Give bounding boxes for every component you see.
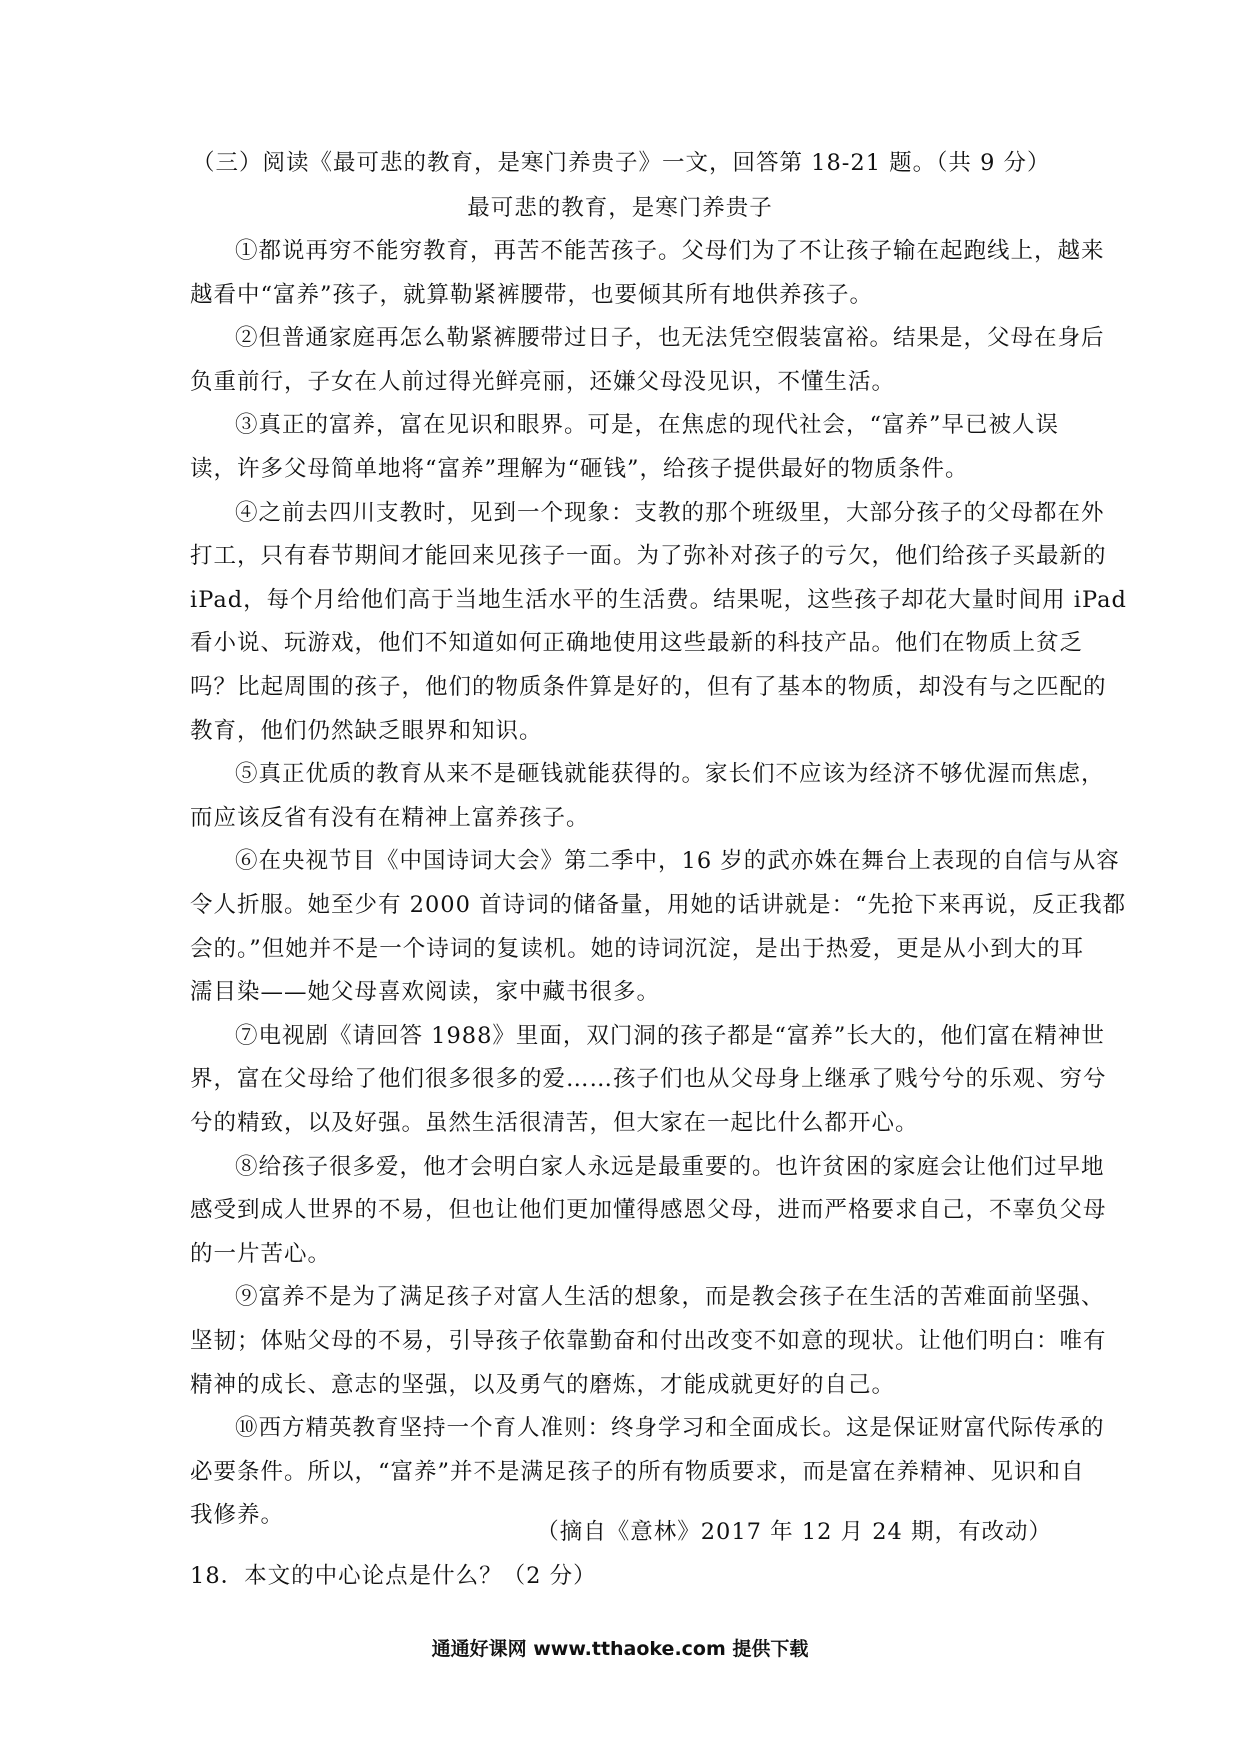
article-source: （摘自《意林》2017 年 12 月 24 期，有改动） [536,1519,1052,1545]
paragraph-line: 濡目染——她父母喜欢阅读，家中藏书很多。 [190,979,661,1006]
paragraph-line: 的一片苦心。 [190,1240,332,1267]
paragraph-line: 兮的精致，以及好强。虽然生活很清苦，但大家在一起比什么都开心。 [190,1110,919,1136]
paragraph-line: 界，富在父母给了他们很多很多的爱……孩子们也从父母身上继承了贱兮兮的乐观、穷兮 [190,1066,1107,1093]
question-18: 18．本文的中心论点是什么？（2 分） [190,1563,597,1589]
paragraph-line: 教育，他们仍然缺乏眼界和知识。 [190,717,543,744]
paragraph-line: 必要条件。所以，“富养”并不是满足孩子的所有物质要求，而是富在养精神、见识和自 [190,1458,1085,1485]
paragraph-first-line: ⑥在央视节目《中国诗词大会》第二季中，16 岁的武亦姝在舞台上表现的自信与从容 [235,848,1120,875]
paragraph-line: 感受到成人世界的不易，但也让他们更加懂得感恩父母，进而严格要求自己，不辜负父母 [190,1197,1107,1224]
paragraph-line: 令人折服。她至少有 2000 首诗词的储备量，用她的话讲就是：“先抢下来再说，反正我都 [190,892,1127,918]
paragraph-line: 打工，只有春节期间才能回来见孩子一面。为了弥补对孩子的亏欠，他们给孩子买最新的 [190,543,1107,570]
paragraph-line: 越看中“富养”孩子，就算勒紧裤腰带，也要倾其所有地供养孩子。 [190,281,874,308]
paragraph-line: 看小说、玩游戏，他们不知道如何正确地使用这些最新的科技产品。他们在物质上贫乏 [190,630,1084,657]
paragraph-first-line: ④之前去四川支教时，见到一个现象：支教的那个班级里，大部分孩子的父母都在外 [235,499,1105,526]
paragraph-first-line: ②但普通家庭再怎么勒紧裤腰带过日子，也无法凭空假装富裕。结果是，父母在身后 [235,325,1105,352]
paragraph-line: 而应该反省有没有在精神上富养孩子。 [190,804,590,831]
paragraph-first-line: ⑨富养不是为了满足孩子对富人生活的想象，而是教会孩子在生活的苦难面前坚强、 [235,1284,1105,1311]
paragraph-line: 精神的成长、意志的坚强，以及勇气的磨炼，才能成就更好的自己。 [190,1371,896,1398]
paragraph-line: 读，许多父母简单地将“富养”理解为“砸钱”，给孩子提供最好的物质条件。 [190,456,969,482]
paragraph-first-line: ⑩西方精英教育坚持一个育人准则：终身学习和全面成长。这是保证财富代际传承的 [235,1415,1105,1442]
paragraph-first-line: ⑧给孩子很多爱，他才会明白家人永远是最重要的。也许贫困的家庭会让他们过早地 [235,1153,1105,1180]
paragraph-first-line: ⑤真正优质的教育从来不是砸钱就能获得的。家长们不应该为经济不够优渥而焦虑， [235,761,1105,788]
paragraph-line: iPad，每个月给他们高于当地生活水平的生活费。结果呢，这些孩子却花大量时间用 iPad [190,586,1127,613]
paragraph-first-line: ③真正的富养，富在见识和眼界。可是，在焦虑的现代社会，“富养”早已被人误 [235,412,1060,439]
paragraph-line: 吗？比起周围的孩子，他们的物质条件算是好的，但有了基本的物质，却没有与之匹配的 [190,674,1107,700]
paragraph-line: 我修养。 [190,1502,285,1529]
paragraph-first-line: ①都说再穷不能穷教育，再苦不能苦孩子。父母们为了不让孩子输在起跑线上，越来 [235,238,1105,264]
paragraph-first-line: ⑦电视剧《请回答 1988》里面，双门洞的孩子都是“富养”长大的，他们富在精神世 [235,1022,1105,1049]
paragraph-line: 坚韧；体贴父母的不易，引导孩子依靠勤奋和付出改变不如意的现状。让他们明白：唯有 [190,1328,1107,1354]
article-title: 最可悲的教育，是寒门养贵子 [467,195,773,221]
paragraph-line: 负重前行，子女在人前过得光鲜亮丽，还嫌父母没见识，不懂生活。 [190,368,896,395]
footer-watermark: 通通好课网 www.tthaoke.com 提供下载 [431,1638,809,1660]
paragraph-line: 会的。”但她并不是一个诗词的复读机。她的诗词沉淀，是出于热爱，更是从小到大的耳 [190,935,1085,962]
section-instruction: （三）阅读《最可悲的教育，是寒门养贵子》一文，回答第 18-21 题。（共 9 分） [192,150,1051,176]
